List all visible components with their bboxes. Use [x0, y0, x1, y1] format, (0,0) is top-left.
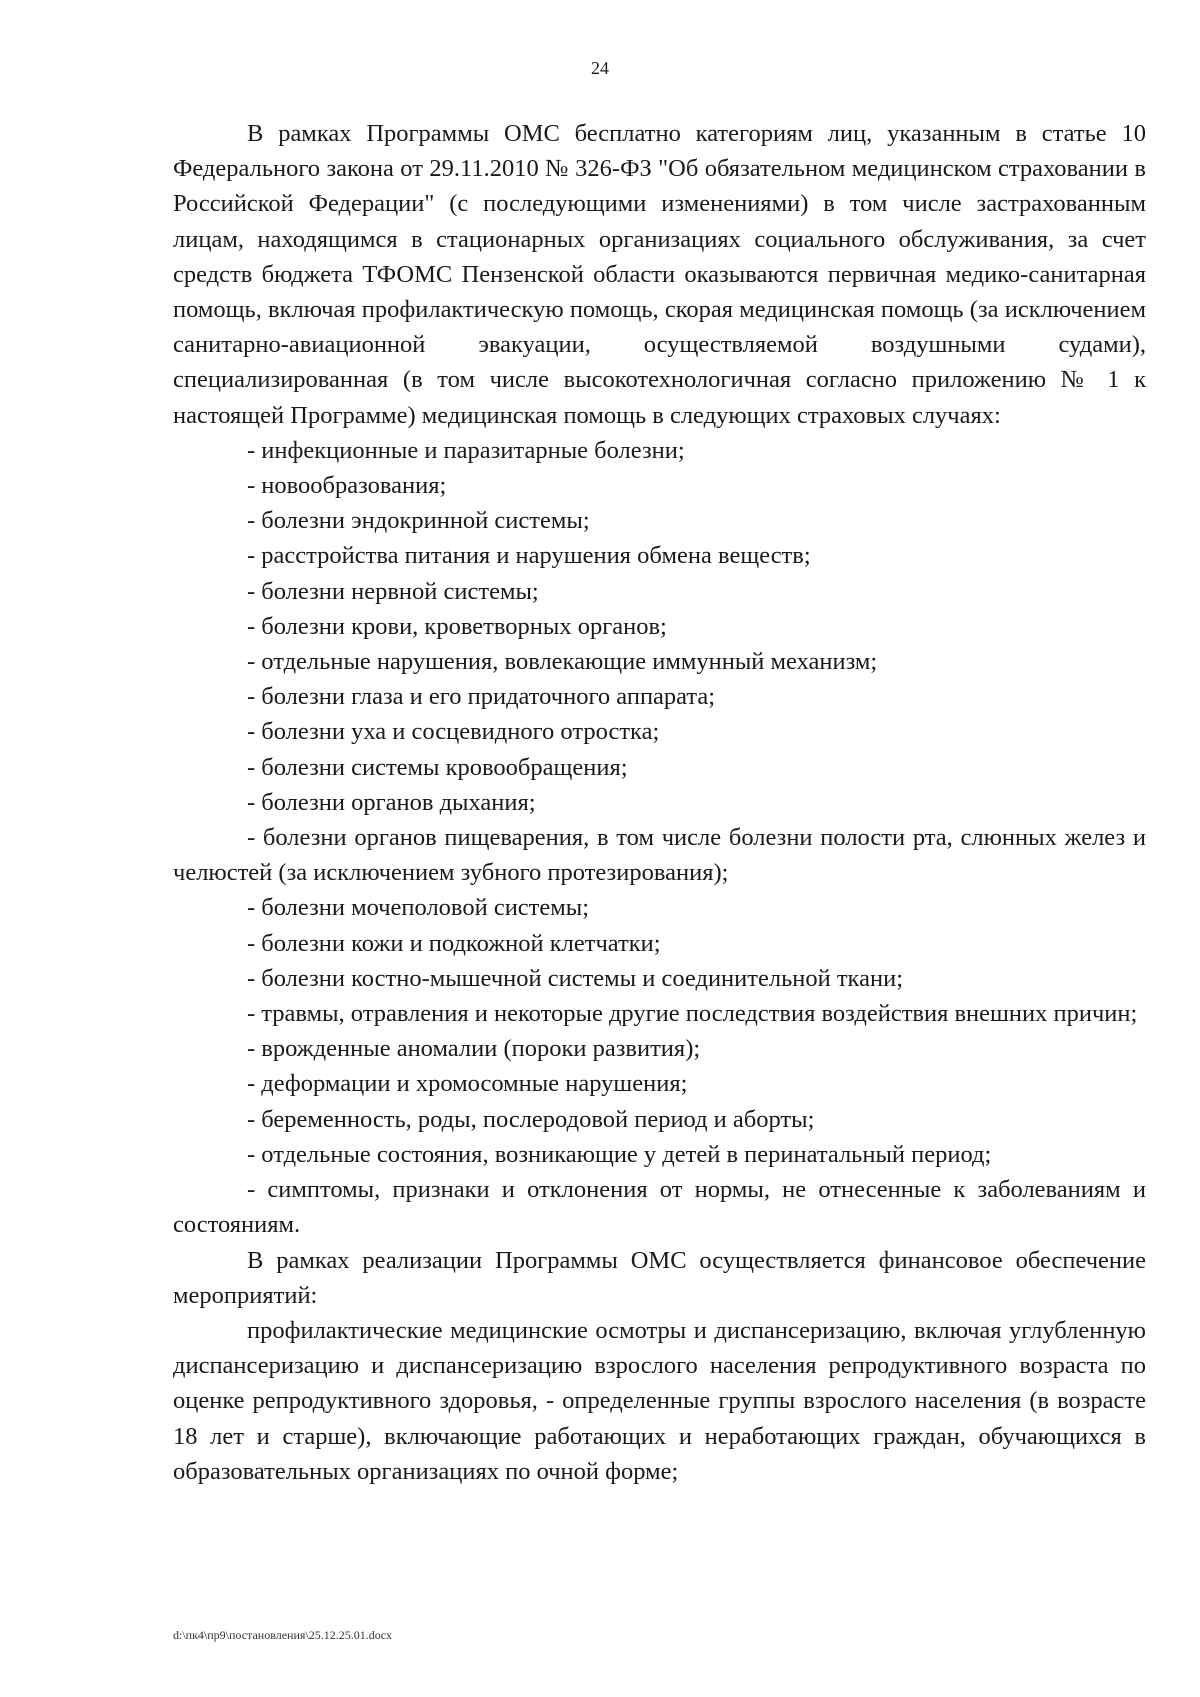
list-item: - болезни органов пищеварения, в том числе болезни полости рта, слюнных желез и челюстей (за исключением зубного протезирования); [173, 824, 1146, 887]
list-item: - болезни глаза и его придаточного аппарата; [247, 683, 716, 711]
list-item: - болезни костно-мышечной системы и соединительной ткани; [247, 964, 903, 992]
intro-paragraph: В рамках Программы ОМС бесплатно категориям лиц, указанным в статье 10 Федерального закона от 29.11.2010 № 326-ФЗ "Об обязательном медицинском страховании в Российской Федерации" (с последующими изменениями) в том числе застрахованным лицам, находящимся в стационарных организациях социального обслуживания, за счет средств бюджета ТФОМС Пензенской области оказываются первичная медико-санитарная помощь, включая профилактическую помощь, скорая медицинская помощь (за исключением санитарно-авиационной эвакуации, осуществляемой воздушными судами), специализированная (в том числе высокотехнологичная согласно приложению № 1 к настоящей Программе) медицинская помощь в следующих страховых случаях: [173, 120, 1146, 429]
financing-paragraph: В рамках реализации Программы ОМС осуществляется финансовое обеспечение мероприятий: [173, 1246, 1146, 1309]
list-item: - расстройства питания и нарушения обмена веществ; [247, 542, 811, 570]
list-item: - болезни эндокринной системы; [247, 507, 590, 535]
list-item: - отдельные нарушения, вовлекающие иммунный механизм; [247, 648, 878, 676]
list-item: - беременность, роды, послеродовой период и аборты; [247, 1105, 815, 1133]
list-item: - болезни крови, кроветворных органов; [247, 612, 667, 640]
insurance-cases-list [173, 433, 1146, 1243]
page-number: 24 [591, 58, 609, 78]
document-body [173, 116, 1146, 1489]
list-item: - болезни кожи и подкожной клетчатки; [247, 929, 661, 957]
list-item: - болезни мочеполовой системы; [247, 894, 590, 922]
list-item: - болезни уха и сосцевидного отростка; [247, 718, 660, 746]
list-item: - деформации и хромосомные нарушения; [247, 1070, 688, 1098]
list-item: - врожденные аномалии (пороки развития); [247, 1035, 701, 1063]
file-path-footer: d:\пк4\пр9\постановления\25.12.25.01.docx [173, 1628, 393, 1642]
list-item: - болезни органов дыхания; [247, 788, 536, 816]
list-item: - новообразования; [247, 472, 447, 500]
list-item: - травмы, отравления и некоторые другие последствия воздействия внешних причин; [247, 1000, 1138, 1028]
list-item: - болезни системы кровообращения; [247, 753, 628, 781]
list-item: - болезни нервной системы; [247, 577, 539, 605]
list-item: - симптомы, признаки и отклонения от нормы, не отнесенные к заболеваниям и состояниям. [173, 1176, 1146, 1239]
list-item: - инфекционные и паразитарные болезни; [247, 436, 685, 464]
measures-paragraph: профилактические медицинские осмотры и диспансеризацию, включая углубленную диспансеризацию и диспансеризацию взрослого населения репродуктивного возраста по оценке репродуктивного здоровья, - определенные группы взрослого населения (в возрасте 18 лет и старше), включающие работающих и неработающих граждан, обучающихся в образовательных организациях по очной форме; [173, 1316, 1146, 1485]
list-item: - отдельные состояния, возникающие у детей в перинатальный период; [247, 1140, 992, 1168]
